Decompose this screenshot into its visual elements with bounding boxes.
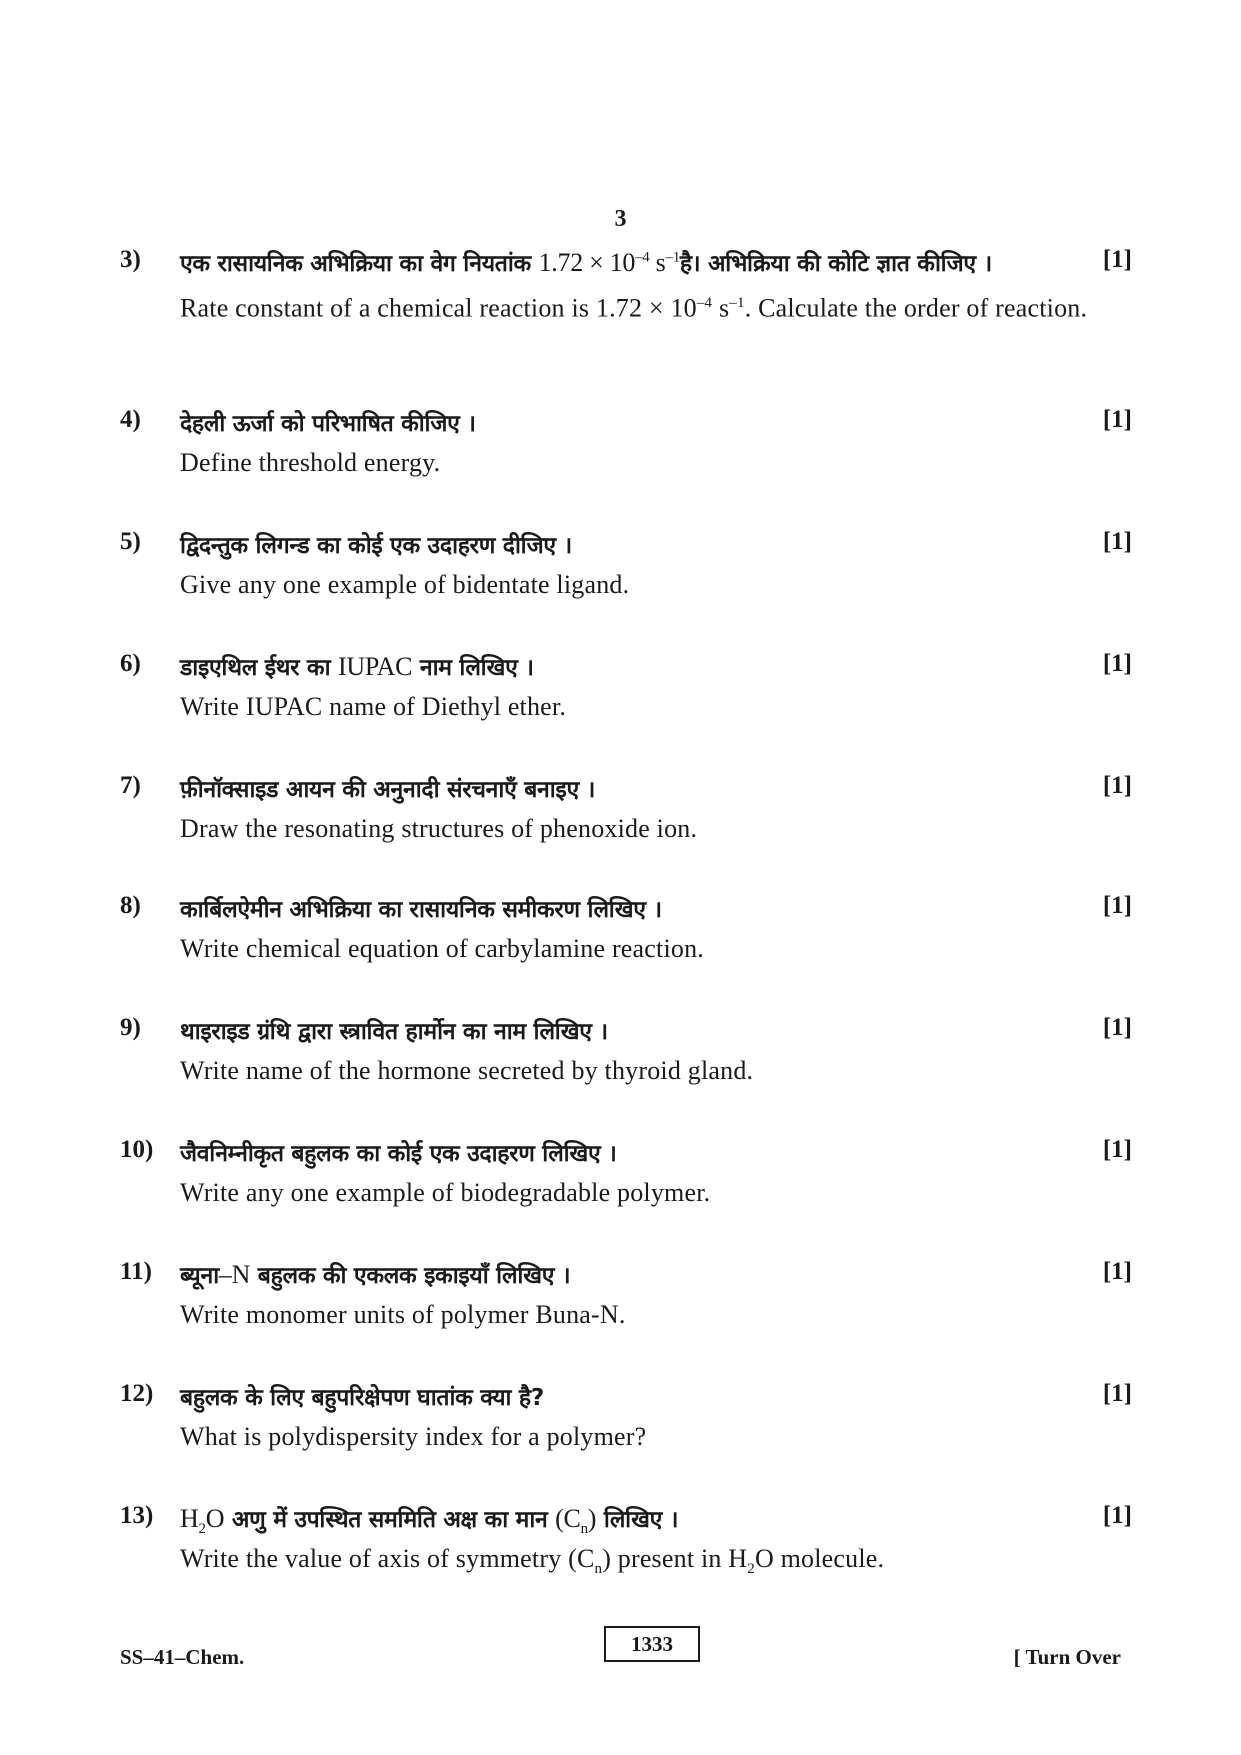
question-hindi-text: कार्बिलऐमीन अभिक्रिया का रासायनिक समीकरण लिखिए । — [180, 897, 662, 923]
question-number: 7) — [120, 772, 141, 799]
question-hindi-text: एक रासायनिक अभिक्रिया का वेग नियतांक $1.72 \times 10^{-4}$ $s^{-1}है।$ अभिक्रिया की कोटि ज्ञात कीजिए । — [180, 248, 992, 277]
page-number: 3 — [614, 206, 627, 232]
question-number: 6) — [120, 650, 141, 677]
question-number: 13) — [120, 1502, 154, 1529]
question-marks: [1] — [1102, 246, 1132, 273]
paper-code: SS–41–Chem. — [120, 1645, 245, 1669]
question-number: 4) — [120, 406, 141, 433]
turn-over-label: [ Turn Over — [1013, 1645, 1121, 1669]
page-id-box: 1333 — [604, 1626, 700, 1662]
question-marks: [1] — [1102, 892, 1132, 919]
question-english-text: Write the value of axis of symmetry $(C_n)$ present in $H_2O$ molecule. — [180, 1544, 885, 1578]
question-english-text: Write IUPAC name of Diethyl ether. — [180, 692, 567, 721]
question-hindi-text: द्विदन्तुक लिगन्ड का कोई एक उदाहरण दीजिए । — [180, 533, 572, 559]
question-number: 5) — [120, 528, 141, 555]
question-number: 8) — [120, 892, 141, 919]
question-marks: [1] — [1102, 1380, 1132, 1407]
question-marks: [1] — [1102, 1136, 1132, 1163]
question-hindi-text: $H_2O$ अणु में उपस्थित सममिति अक्ष का मान $(C_n)$ लिखिए । — [180, 1504, 679, 1538]
question-marks: [1] — [1102, 650, 1132, 677]
question-hindi-text: डाइएथिल ईथर का IUPAC नाम लिखिए । — [180, 652, 534, 681]
question-number: 11) — [120, 1258, 152, 1285]
question-marks: [1] — [1102, 406, 1132, 433]
question-marks: [1] — [1102, 528, 1132, 555]
question-number: 3) — [120, 246, 141, 273]
question-hindi-text: फ़ीनॉक्साइड आयन की अनुनादी संरचनाएँ बनाइए । — [180, 777, 596, 803]
question-marks: [1] — [1102, 772, 1132, 799]
question-number: 12) — [120, 1380, 154, 1407]
question-number: 10) — [120, 1136, 154, 1163]
question-marks: [1] — [1102, 1258, 1132, 1285]
question-hindi-text: देहली ऊर्जा को परिभाषित कीजिए । — [180, 411, 476, 437]
question-english-text: Rate constant of a chemical reaction is $1.72 \times 10^{-4}$ $s^{-1}$. Calculate the order of reaction. — [180, 293, 1088, 323]
question-english-text: Draw the resonating structures of phenoxide ion. — [180, 814, 698, 843]
question-english-text: Write any one example of biodegradable polymer. — [180, 1178, 711, 1207]
question-marks: [1] — [1102, 1014, 1132, 1041]
question-hindi-text: ब्यूना–N बहुलक की एकलक इकाइयाँ लिखिए । — [180, 1260, 571, 1289]
question-hindi-text: बहुलक के लिए बहुपरिक्षेपण घातांक क्या है? — [180, 1385, 544, 1411]
question-english-text: What is polydispersity index for a polymer? — [180, 1422, 647, 1451]
question-english-text: Write name of the hormone secreted by thyroid gland. — [180, 1056, 754, 1085]
question-number: 9) — [120, 1014, 141, 1041]
question-english-text: Define threshold energy. — [180, 448, 441, 477]
question-english-text: Write chemical equation of carbylamine reaction. — [180, 934, 704, 963]
question-english-text: Give any one example of bidentate ligand. — [180, 570, 630, 599]
question-hindi-text: थाइराइड ग्रंथि द्वारा स्त्रावित हार्मोन का नाम लिखिए । — [180, 1019, 608, 1045]
question-english-text: Write monomer units of polymer Buna-N. — [180, 1300, 626, 1329]
question-hindi-text: जैवनिम्नीकृत बहुलक का कोई एक उदाहरण लिखिए । — [180, 1141, 617, 1167]
question-marks: [1] — [1102, 1502, 1132, 1529]
